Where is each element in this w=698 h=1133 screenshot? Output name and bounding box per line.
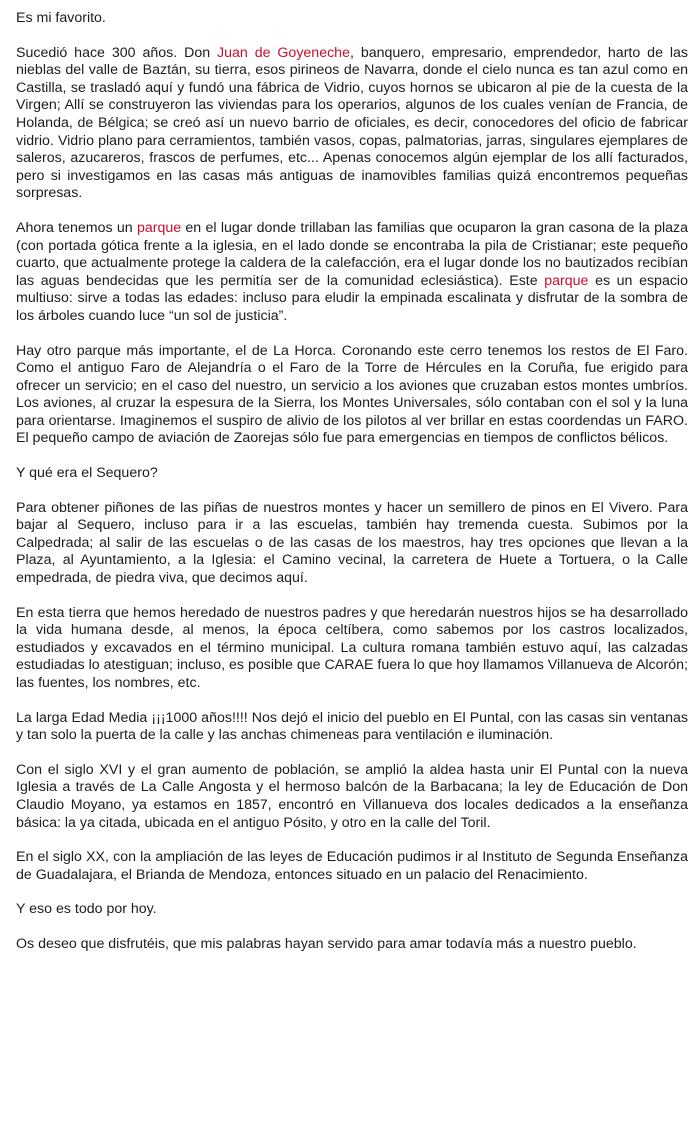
paragraph-farewell (16, 936, 688, 954)
paragraph-parque (16, 220, 688, 326)
text-segment: Y qué era el Sequero? (16, 465, 158, 482)
paragraph-intro (16, 10, 688, 28)
link-parque[interactable]: parque (136, 219, 182, 236)
paragraph-tierra (16, 605, 688, 693)
paragraph-closing (16, 901, 688, 919)
text-segment: Hay otro parque más importante, el de La Horca. Coronando este cerro tenemos los restos de El Faro. Como el antiguo Faro de Alejandría o el Faro de la Torre de Hércules en la Coruña, fue erigido para ofrecer un servicio; en el caso del nuestro, un servicio a los aviones que cruzaban estos montes umbríos. Los aviones, al cruzar la espesura de la Sierra, los Montes Universales, sólo contaban con el sol y la luna para orientarse. Imaginemos el suspiro de alivio de los pilotos al ver brillar en estas coordendas un FARO. El pequeño campo de aviación de Zaorejas sólo fue para emergencias en tiempos de conflictos bélicos. (16, 342, 688, 447)
paragraph-edad-media (16, 710, 688, 745)
link-juan-de-goyeneche[interactable]: Juan de Goyeneche (217, 44, 350, 61)
text-segment: Sucedió hace 300 años. Don (16, 44, 218, 61)
text-segment: Para obtener piñones de las piñas de nuestros montes y hacer un semillero de pinos en El Vivero. Para bajar al Sequero, incluso para ir a las escuelas, también hay tremenda cuesta. Subimos por la Calpedrada; al salir de las escuelas o de las casas de los maestros, hay tres opciones que llevan a la Plaza, al Ayuntamiento, a la Iglesia: el Camino vecinal, la carretera de Huete a Tortuera, o la Calle empedrada, de piedra viva, que decimos aquí. (16, 499, 688, 587)
text-segment: es un espacio multiuso: sirve a todas las edades: incluso para eludir la empinada escalinata y disfrutar de la sombra de los árboles cuando luce “un sol de justicia”. (16, 272, 688, 324)
text-segment: en el lugar donde trillaban las familias que ocuparon la gran casona de la plaza (con portada gótica frente a la iglesia, en el lado donde se encontraba la pila de Cristianar; este pequeño cuarto, que actualmente protege la caldera de la calefacción, era el lugar donde los no bautizados recibían las aguas bendecidas que les permitía ser de la comunidad eclesiástica). Este (16, 219, 688, 289)
text-segment: Con el siglo XVI y el gran aumento de población, se amplió la aldea hasta unir El Puntal con la nueva Iglesia a través de La Calle Angosta y el hermoso balcón de la Barbacana; la ley de Educación de Don Claudio Moyano, ya estamos en 1857, encontró en Villanueva dos locales dedicados a la enseñanza básica: la ya citada, ubicada en el antiguo Pósito, y otro en la calle del Toril. (16, 761, 688, 831)
text-segment: Os deseo que disfrutéis, que mis palabras hayan servido para amar todavía más a nuestro pueblo. (16, 935, 637, 952)
paragraph-sequero (16, 500, 688, 588)
paragraph-sequero-question (16, 465, 688, 483)
paragraph-la-horca (16, 343, 688, 449)
text-segment: En el siglo XX, con la ampliación de las leyes de Educación pudimos ir al Instituto de Segunda Enseñanza de Guadalajara, el Brianda de Mendoza, entonces situado en un palacio del Renacimiento. (16, 849, 688, 883)
text-segment: Ahora tenemos un (16, 219, 137, 236)
text-segment: Y eso es todo por hoy. (16, 901, 157, 918)
paragraph-siglo-xx (16, 849, 688, 884)
text-segment: En esta tierra que hemos heredado de nuestros padres y que heredarán nuestros hijos se ha desarrollado la vida humana desde, al menos, la época celtíbera, como sabemos por los castros localizados, estudiados y excavados en el término municipal. La cultura romana también estuvo aquí, las calzadas estudiadas lo atestiguan; incluso, es posible que CARAE fuera lo que hoy llamamos Villanueva de Alcorón; las fuentes, los nombres, etc. (16, 604, 688, 691)
paragraph-siglo-xvi (16, 762, 688, 832)
text-segment: Es mi favorito. (16, 10, 106, 26)
text-segment: , banquero, empresario, emprendedor, harto de las nieblas del valle de Baztán, su tierra, esos pirineos de Navarra, donde el cielo nunca es tan azul como en Castilla, se trasladó aquí y fundó una fábrica de Vidrio, cuyos hornos se ubicaron al pie de la cuesta de la Virgen; Allí se construyeron las viviendas para los operarios, algunos de los cuales venían de Francia, de Holanda, de Bélgica; se creó así un nuevo barrio de oficiales, es decir, conocedores del oficio de fabricar vidrio. Vidrio plano para cerramientos, también vasos, copas, palmatorias, jarras, singulares ejemplares de saleros, azucareros, frascos de perfumes, etc... Apenas conocemos algún ejemplar de los allí facturados, pero si investigamos en las casas más antiguas de inamovibles familias quizá encontremos pequeñas sorpresas. (16, 44, 689, 202)
paragraph-goyeneche (16, 45, 688, 203)
link-parque[interactable]: parque (544, 272, 589, 289)
text-segment: La larga Edad Media ¡¡¡1000 años!!!! Nos dejó el inicio del pueblo en El Puntal, con las casas sin ventanas y tan solo la puerta de la calle y las anchas chimeneas para ventilación e iluminación. (16, 709, 688, 744)
